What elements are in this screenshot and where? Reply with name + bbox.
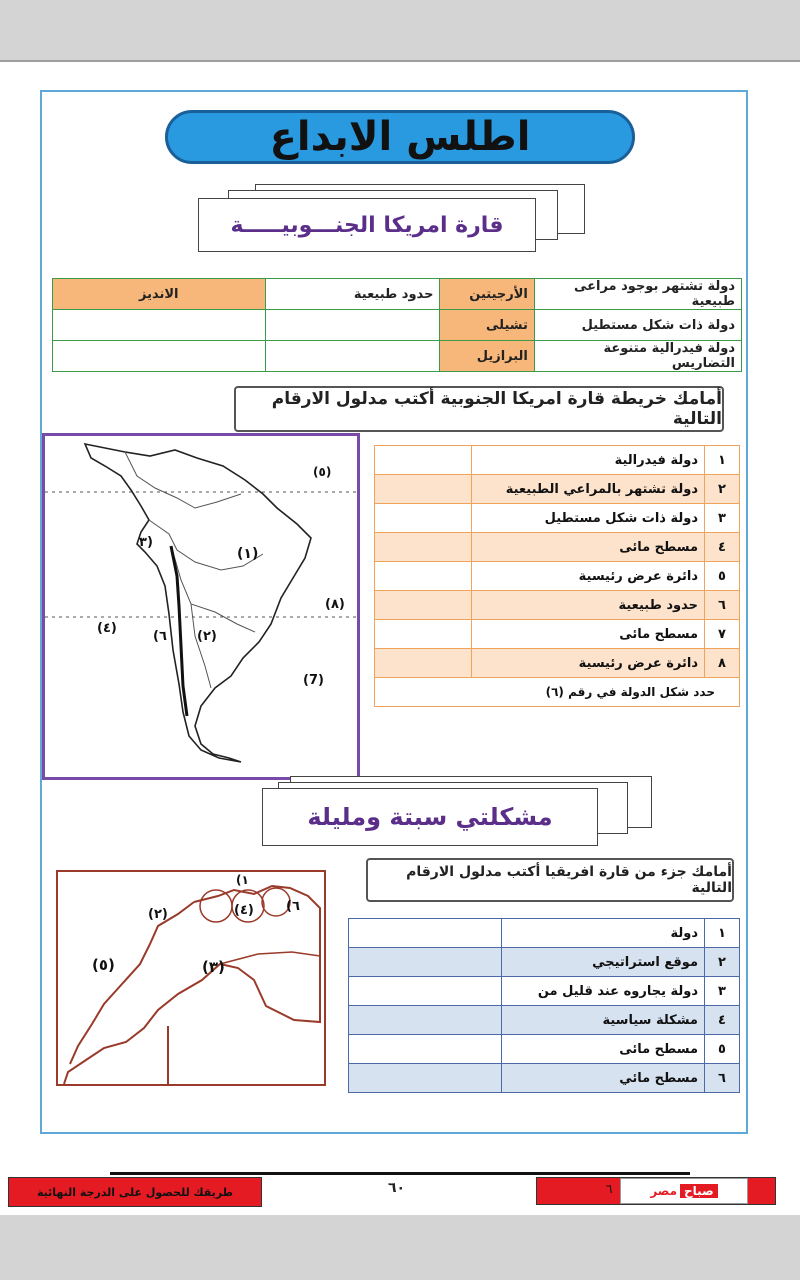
section1-heading	[198, 198, 536, 252]
answer-cell[interactable]	[375, 475, 472, 504]
map-label: (٤)	[234, 903, 254, 918]
info-row	[53, 279, 742, 310]
north-africa-map-drawing	[58, 872, 324, 1084]
footer-line	[110, 1172, 690, 1175]
map-label: (٢)	[148, 907, 168, 922]
question-number: ٨	[705, 649, 740, 678]
info-empty-cell	[265, 310, 440, 341]
answer-cell[interactable]	[349, 948, 502, 977]
page-number: ٦٠	[388, 1180, 406, 1196]
footer-slogan-text: طريقك للحصول على الدرجة النهائية	[36, 1185, 234, 1199]
question-row	[375, 591, 740, 620]
brand-part2: مصر	[650, 1184, 678, 1198]
question-row	[375, 446, 740, 475]
answer-cell[interactable]	[375, 591, 472, 620]
section1-heading-text: قارة امريكا الجنـــوبيـــــة	[230, 212, 504, 238]
info-question: دولة ذات شكل مستطيل	[534, 310, 741, 341]
answer-cell[interactable]	[375, 649, 472, 678]
answer-cell[interactable]	[349, 977, 502, 1006]
map-label: (٥)	[92, 956, 115, 974]
question-text: دولة ذات شكل مستطيل	[472, 504, 705, 533]
map-label: (١	[236, 873, 249, 887]
info-answer: تشيلى	[440, 310, 534, 341]
info-question: دولة فيدرالية متنوعة التضاريس	[534, 341, 741, 372]
map-label: (٦	[153, 629, 167, 644]
question-text: مسطح مائى	[502, 1035, 705, 1064]
info-answer: البرازيل	[440, 341, 534, 372]
map-label: (١)	[237, 546, 259, 562]
question-number: ٦	[705, 1064, 740, 1093]
footer-slogan	[8, 1177, 262, 1207]
question-text: مشكلة سياسية	[502, 1006, 705, 1035]
footer-right-number: ٦	[606, 1182, 613, 1196]
question-text: مسطح مائى	[472, 533, 705, 562]
bottom-gray-bar	[0, 1215, 800, 1280]
question-text: دولة فيدرالية	[472, 446, 705, 475]
answer-cell[interactable]	[349, 1006, 502, 1035]
top-gray-bar	[0, 0, 800, 62]
section1-map-prompt-text: أمامك خريطة قارة امريكا الجنوبية أكتب مدلول الارقام التالية	[271, 389, 722, 429]
question-number: ٥	[705, 1035, 740, 1064]
question-row	[349, 1035, 740, 1064]
answer-cell[interactable]	[375, 504, 472, 533]
map-label: (7)	[303, 673, 324, 688]
question-number: ٢	[705, 475, 740, 504]
answer-cell[interactable]	[375, 533, 472, 562]
question-row	[349, 948, 740, 977]
map-label: (٢)	[197, 629, 217, 644]
map-label: (٤)	[97, 621, 117, 636]
question-number: ١	[705, 446, 740, 475]
question-number: ١	[705, 919, 740, 948]
section2-heading-text: مشكلتي سبتة ومليلة	[307, 803, 553, 831]
question-text: موقع استراتيجي	[502, 948, 705, 977]
brand-part1: صباح	[680, 1184, 718, 1198]
question-row	[349, 1006, 740, 1035]
answer-cell[interactable]	[349, 1064, 502, 1093]
question-row	[375, 504, 740, 533]
question-number: ٤	[705, 1006, 740, 1035]
question-row	[375, 533, 740, 562]
question-number: ٥	[705, 562, 740, 591]
info-empty-cell	[53, 310, 266, 341]
info-extra-answer: الانديز	[53, 279, 266, 310]
map-label: ٣)	[139, 535, 153, 550]
question-row	[375, 562, 740, 591]
question-row	[349, 919, 740, 948]
map-label: (٥)	[313, 465, 332, 479]
answer-cell[interactable]	[349, 1035, 502, 1064]
info-empty-cell	[265, 341, 440, 372]
question-row	[375, 678, 740, 707]
question-number: ٧	[705, 620, 740, 649]
question-row	[375, 649, 740, 678]
question-text: مسطح مائي	[502, 1064, 705, 1093]
section1-info-table	[52, 278, 742, 372]
question-text: دائرة عرض رئيسية	[472, 649, 705, 678]
south-america-map-drawing	[45, 436, 357, 777]
map-label: (٣)	[202, 958, 225, 976]
question-number: ٦	[705, 591, 740, 620]
answer-cell[interactable]	[375, 446, 472, 475]
question-row	[349, 977, 740, 1006]
question-number: ٤	[705, 533, 740, 562]
section1-map-prompt	[234, 386, 724, 432]
question-row	[375, 620, 740, 649]
question-text: حدود طبيعية	[472, 591, 705, 620]
info-empty-cell	[53, 341, 266, 372]
section1-questions-table	[374, 445, 740, 707]
question-text: مسطح مائى	[472, 620, 705, 649]
question-number: ٣	[705, 504, 740, 533]
question-text: دولة	[502, 919, 705, 948]
south-america-map	[42, 433, 360, 780]
info-answer: الأرجيتين	[440, 279, 534, 310]
map-label: (٨)	[325, 597, 345, 612]
brand-logo[interactable]	[620, 1178, 748, 1204]
north-africa-map	[56, 870, 326, 1086]
answer-cell[interactable]	[375, 620, 472, 649]
info-question: دولة تشتهر بوجود مراعى طبيعية	[534, 279, 741, 310]
question-row	[375, 475, 740, 504]
answer-cell[interactable]	[375, 562, 472, 591]
map-label: (٦	[286, 899, 300, 914]
section2-questions-table	[348, 918, 740, 1093]
info-row	[53, 310, 742, 341]
question-text: دائرة عرض رئيسية	[472, 562, 705, 591]
question-text: دولة تشتهر بالمراعي الطبيعية	[472, 475, 705, 504]
question-row	[349, 1064, 740, 1093]
page-title-text: اطلس الابداع	[269, 114, 531, 160]
info-extra-question: حدود طبيعية	[265, 279, 440, 310]
section2-map-prompt	[366, 858, 734, 902]
section2-heading	[262, 788, 598, 846]
info-row	[53, 341, 742, 372]
section2-map-prompt-text: أمامك جزء من قارة افريقيا أكتب مدلول الارقام التالية	[406, 864, 732, 896]
question-number: ٣	[705, 977, 740, 1006]
question-number: ٢	[705, 948, 740, 977]
answer-cell[interactable]	[349, 919, 502, 948]
footer-question: حدد شكل الدولة في رقم (٦)	[375, 678, 740, 707]
question-text: دولة يجاروه عند قليل من	[502, 977, 705, 1006]
page-title	[165, 110, 635, 164]
